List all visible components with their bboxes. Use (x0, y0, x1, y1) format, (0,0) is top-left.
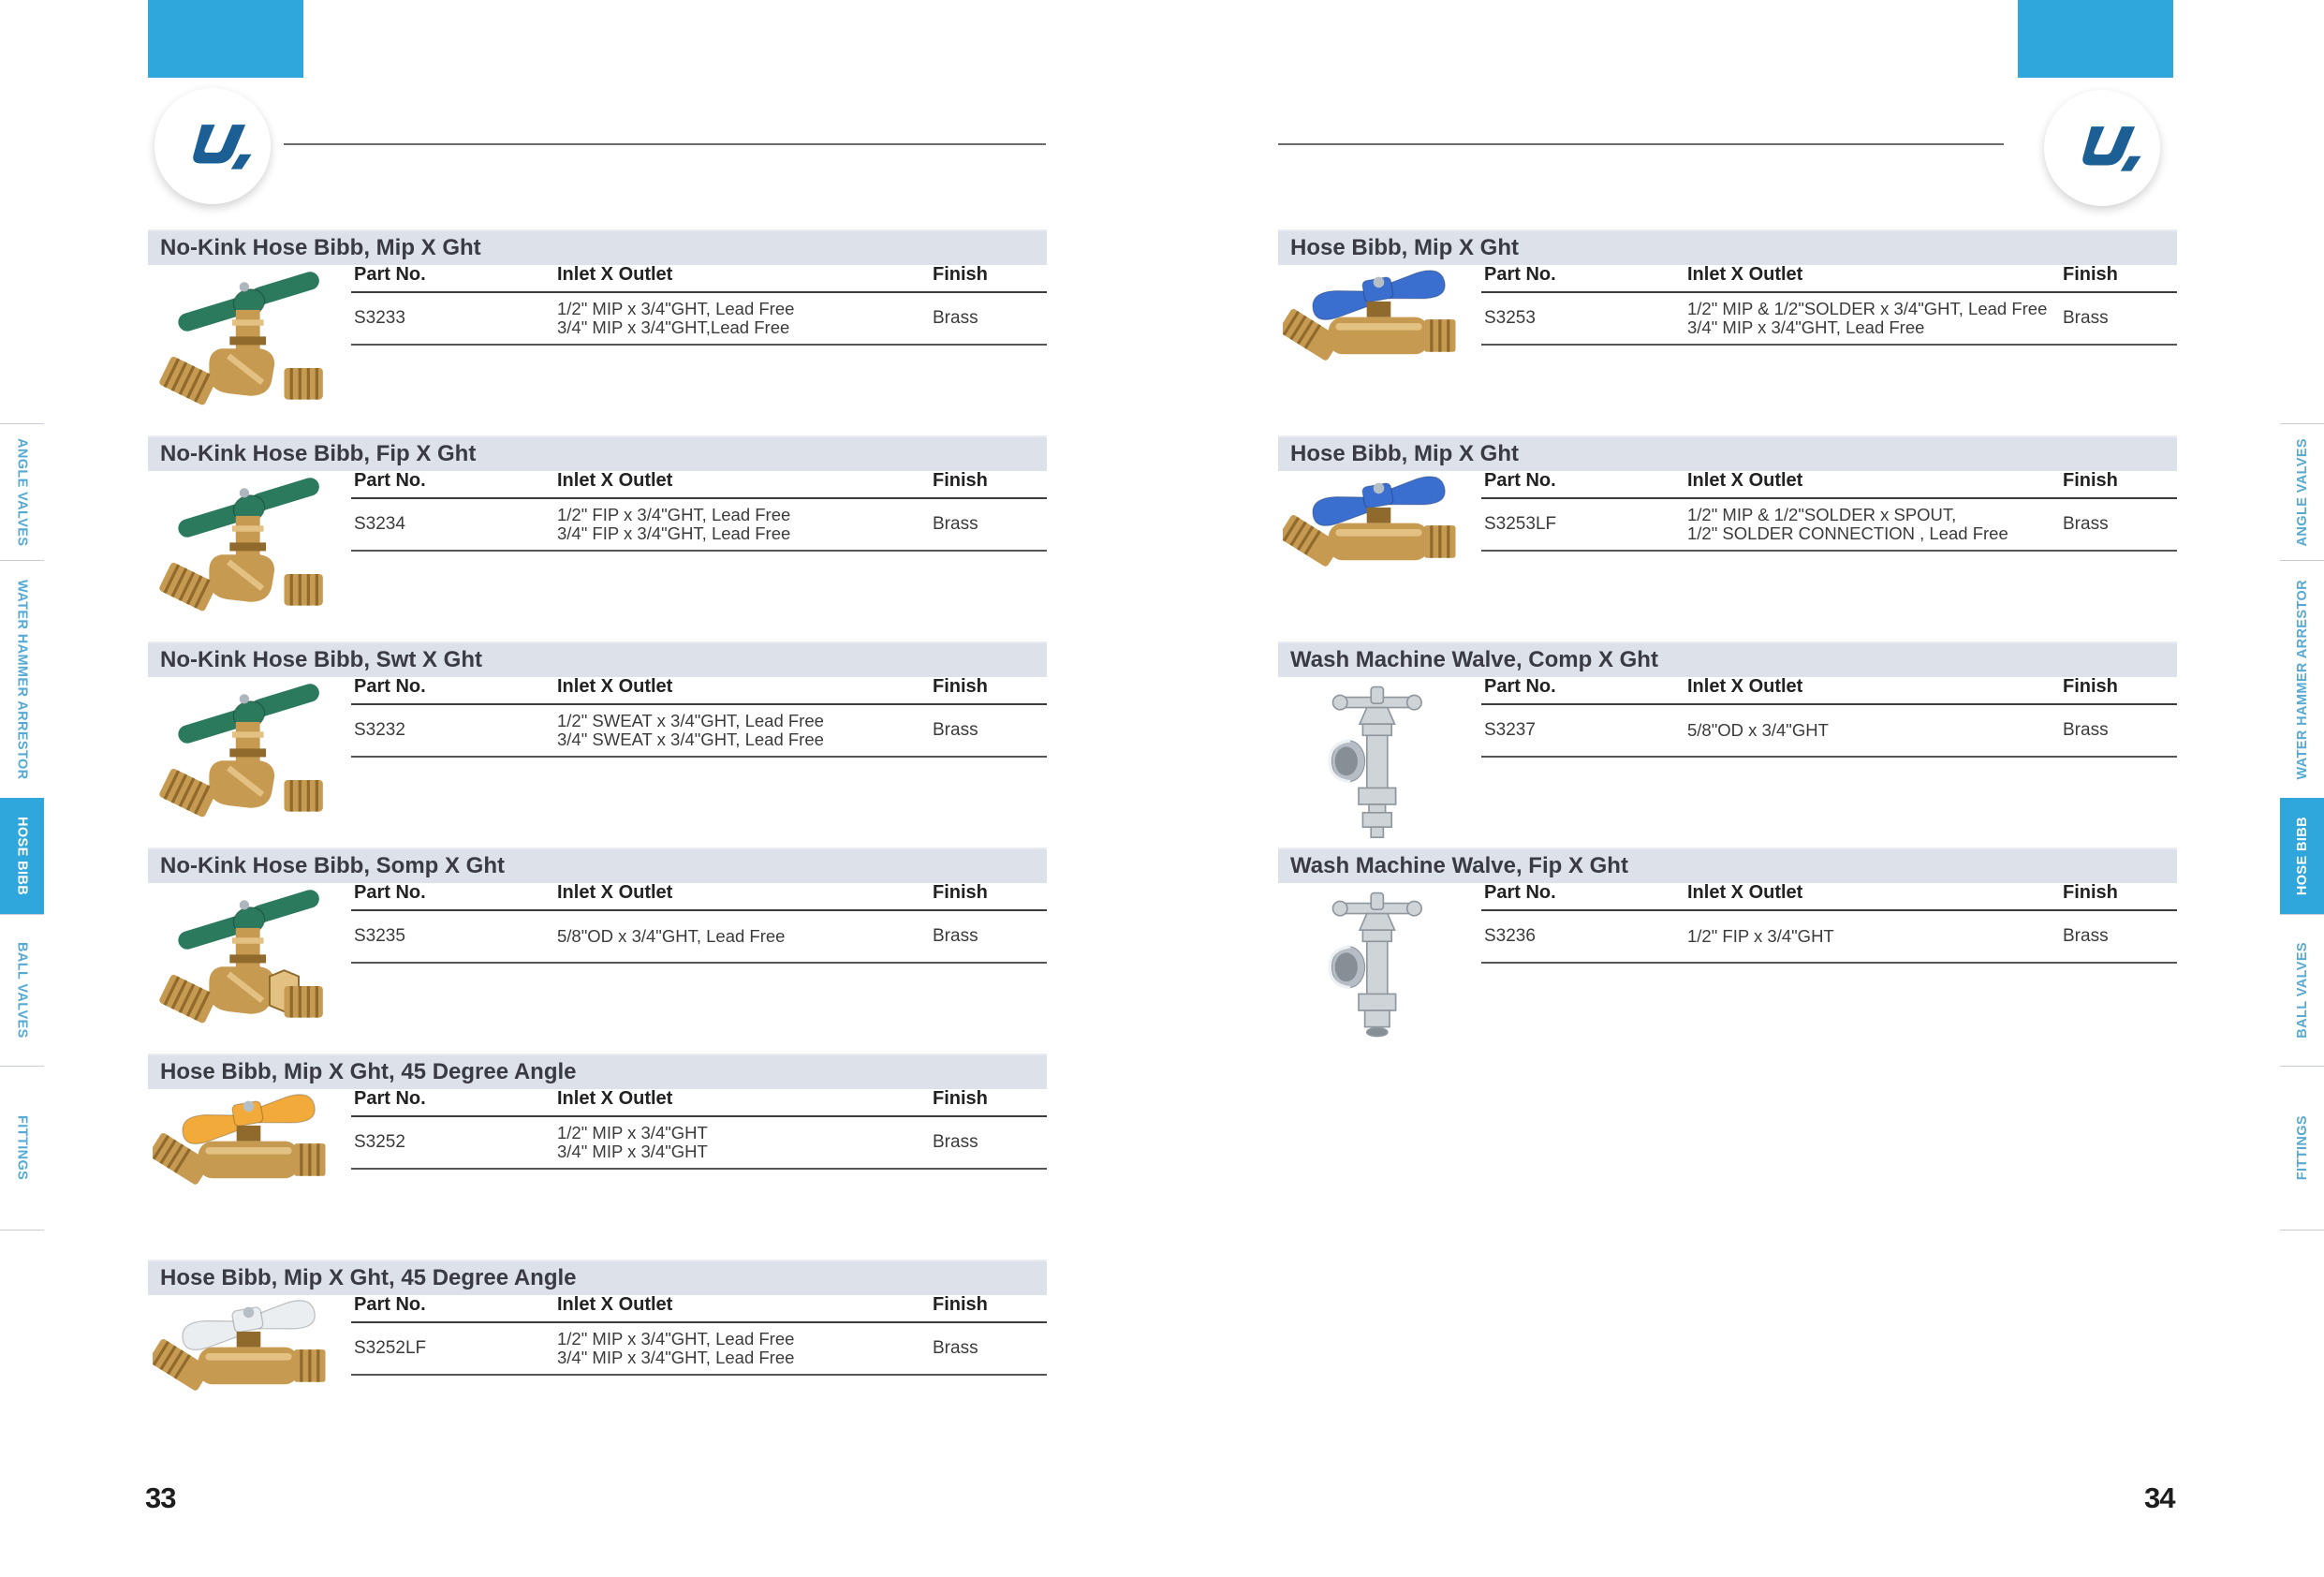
col-part-no: Part No. (354, 882, 426, 903)
sidebar-tab-label: HOSE BIBB (2294, 817, 2310, 896)
table-header-row (351, 677, 1047, 705)
part-no: S3236 (1484, 926, 1536, 946)
finish: Brass (933, 308, 978, 328)
inlet-outlet-line: 1/2" SWEAT x 3/4"GHT, Lead Free (557, 711, 824, 730)
section-title-bar (1278, 435, 2177, 471)
product-table (351, 1295, 1047, 1376)
sidebar-tab-label: WATER HAMMER ARRESTOR (2294, 579, 2310, 780)
table-header-row (351, 265, 1047, 293)
product-image (1278, 887, 1479, 1055)
part-no: S3252LF (354, 1338, 427, 1358)
table-row (351, 911, 1047, 964)
inlet-outlet-line: 5/8"OD x 3/4"GHT, Lead Free (557, 926, 786, 946)
inlet-outlet-line: 3/4" FIP x 3/4"GHT, Lead Free (557, 523, 791, 543)
col-finish: Finish (933, 676, 988, 697)
product-table (1481, 677, 2177, 758)
sidebar-tab-label: ANGLE VALVES (14, 437, 30, 547)
section-title: Hose Bibb, Mip X Ght, 45 Degree Angle (160, 1265, 577, 1290)
product-image (1278, 269, 1479, 437)
product-image (148, 681, 349, 849)
section-title-bar (148, 229, 1047, 265)
product-image (148, 1093, 349, 1261)
sidebar-tab-label: ANGLE VALVES (2294, 437, 2310, 547)
table-header-row (1481, 677, 2177, 705)
inlet-outlet-line: 1/2" FIP x 3/4"GHT, Lead Free (557, 505, 791, 524)
section-title: No-Kink Hose Bibb, Swt X Ght (160, 647, 483, 672)
product-table (1481, 471, 2177, 552)
table-row (1481, 705, 2177, 758)
inlet-outlet-line: 3/4" MIP x 3/4"GHT, Lead Free (1687, 317, 1925, 337)
col-part-no: Part No. (354, 264, 426, 285)
product-section (148, 847, 1047, 1052)
col-finish: Finish (933, 264, 988, 285)
col-part-no: Part No. (354, 676, 426, 697)
brand-logo (154, 88, 271, 204)
wash-machine-valve-comp-icon (1317, 681, 1441, 846)
header-rule (1278, 143, 2004, 145)
sidebar-tab-label: FITTINGS (2294, 1115, 2310, 1181)
sidebar-tab-label: WATER HAMMER ARRESTOR (14, 579, 30, 780)
table-header-row (1481, 471, 2177, 499)
finish: Brass (2063, 308, 2109, 328)
section-title: No-Kink Hose Bibb, Somp X Ght (160, 853, 506, 878)
col-part-no: Part No. (354, 470, 426, 491)
inlet-outlet-line: 3/4" MIP x 3/4"GHT (557, 1142, 708, 1161)
col-finish: Finish (933, 1088, 988, 1109)
inlet-outlet (557, 1330, 918, 1367)
header-rule (284, 143, 1046, 145)
product-table (351, 1089, 1047, 1170)
col-inlet-outlet: Inlet X Outlet (557, 1088, 673, 1109)
part-no: S3237 (1484, 720, 1536, 740)
page-number: 34 (2144, 1481, 2175, 1514)
col-part-no: Part No. (354, 1088, 426, 1109)
col-finish: Finish (933, 470, 988, 491)
col-part-no: Part No. (1484, 264, 1556, 285)
table-row (1481, 499, 2177, 552)
product-section (1278, 229, 2177, 434)
header-band (2018, 0, 2173, 78)
col-inlet-outlet: Inlet X Outlet (557, 264, 673, 285)
hose-bibb-no-kink-icon (155, 269, 343, 426)
table-row (1481, 911, 2177, 964)
col-finish: Finish (2063, 470, 2118, 491)
hose-bibb-no-kink-icon (155, 475, 343, 632)
uj-logo-icon (2061, 107, 2143, 189)
col-inlet-outlet: Inlet X Outlet (557, 882, 673, 903)
part-no: S3233 (354, 308, 405, 328)
section-title: Hose Bibb, Mip X Ght (1290, 441, 1519, 466)
hose-bibb-ball-icon (153, 1299, 345, 1437)
section-title-bar (148, 1260, 1047, 1295)
hose-bibb-ball-icon (1283, 475, 1475, 613)
product-section (1278, 847, 2177, 1052)
product-image (148, 1299, 349, 1467)
section-title-bar (1278, 641, 2177, 677)
table-header-row (1481, 883, 2177, 911)
section-title-bar (148, 641, 1047, 677)
product-table (351, 265, 1047, 346)
col-finish: Finish (2063, 264, 2118, 285)
section-title: Wash Machine Walve, Comp X Ght (1290, 647, 1658, 672)
table-row (351, 705, 1047, 758)
product-section (148, 1054, 1047, 1258)
inlet-outlet (1687, 300, 2048, 337)
section-title-bar (148, 847, 1047, 883)
sidebar-tab-label: BALL VALVES (14, 942, 30, 1039)
col-inlet-outlet: Inlet X Outlet (1687, 470, 1803, 491)
product-section (1278, 641, 2177, 846)
sidebar-tab-label: BALL VALVES (2294, 942, 2310, 1039)
part-no: S3235 (354, 926, 405, 946)
sidebar-tab-label: HOSE BIBB (14, 817, 30, 896)
finish: Brass (933, 720, 978, 740)
page-right (1162, 0, 2324, 1577)
table-header-row (351, 1295, 1047, 1323)
finish: Brass (933, 926, 978, 946)
finish: Brass (2063, 926, 2109, 946)
table-header-row (1481, 265, 2177, 293)
inlet-outlet (557, 506, 918, 543)
section-title-bar (148, 435, 1047, 471)
section-title-bar (1278, 847, 2177, 883)
section-title: Hose Bibb, Mip X Ght, 45 Degree Angle (160, 1059, 577, 1084)
section-title-bar (148, 1054, 1047, 1089)
inlet-outlet-line: 5/8"OD x 3/4"GHT (1687, 720, 1829, 740)
finish: Brass (2063, 514, 2109, 534)
part-no: S3234 (354, 514, 405, 534)
header-band (148, 0, 303, 78)
product-image (1278, 681, 1479, 849)
inlet-outlet (557, 712, 918, 749)
finish: Brass (933, 1132, 978, 1152)
col-inlet-outlet: Inlet X Outlet (1687, 676, 1803, 697)
part-no: S3252 (354, 1132, 405, 1152)
product-table (351, 677, 1047, 758)
inlet-outlet (557, 300, 918, 337)
product-section (148, 1260, 1047, 1464)
finish: Brass (933, 1338, 978, 1358)
section-title: Hose Bibb, Mip X Ght (1290, 235, 1519, 260)
brand-logo (2044, 90, 2160, 206)
product-table (351, 471, 1047, 552)
part-no: S3253 (1484, 308, 1536, 328)
table-row (351, 1117, 1047, 1170)
inlet-outlet (557, 927, 918, 946)
uj-logo-icon (171, 105, 254, 187)
col-finish: Finish (2063, 882, 2118, 903)
table-row (1481, 293, 2177, 346)
inlet-outlet-line: 3/4" SWEAT x 3/4"GHT, Lead Free (557, 730, 824, 749)
page-number: 33 (145, 1481, 176, 1514)
inlet-outlet (557, 1124, 918, 1161)
col-finish: Finish (2063, 676, 2118, 697)
col-part-no: Part No. (1484, 882, 1556, 903)
product-table (1481, 265, 2177, 346)
inlet-outlet (1687, 721, 2048, 740)
col-inlet-outlet: Inlet X Outlet (557, 676, 673, 697)
hose-bibb-ball-icon (153, 1093, 345, 1231)
col-finish: Finish (933, 882, 988, 903)
col-part-no: Part No. (354, 1294, 426, 1315)
col-part-no: Part No. (1484, 470, 1556, 491)
wash-machine-valve-fip-icon (1317, 887, 1441, 1052)
inlet-outlet-line: 3/4" MIP x 3/4"GHT,Lead Free (557, 317, 790, 337)
product-image (148, 475, 349, 643)
product-table (1481, 883, 2177, 964)
product-section (148, 435, 1047, 640)
hose-bibb-ball-icon (1283, 269, 1475, 407)
col-part-no: Part No. (1484, 676, 1556, 697)
product-section (148, 641, 1047, 846)
section-title-bar (1278, 229, 2177, 265)
product-section (1278, 435, 2177, 640)
inlet-outlet (1687, 927, 2048, 946)
finish: Brass (2063, 720, 2109, 740)
hose-bibb-no-kink-somp-icon (155, 887, 343, 1044)
inlet-outlet-line: 1/2" MIP & 1/2"SOLDER x SPOUT, (1687, 505, 1957, 524)
col-inlet-outlet: Inlet X Outlet (557, 470, 673, 491)
hose-bibb-no-kink-icon (155, 681, 343, 838)
inlet-outlet-line: 1/2" MIP x 3/4"GHT (557, 1123, 708, 1142)
table-row (351, 1323, 1047, 1376)
product-table (351, 883, 1047, 964)
inlet-outlet-line: 1/2" MIP x 3/4"GHT, Lead Free (557, 1329, 795, 1349)
inlet-outlet-line: 3/4" MIP x 3/4"GHT, Lead Free (557, 1348, 795, 1367)
product-section (148, 229, 1047, 434)
table-row (351, 293, 1047, 346)
inlet-outlet-line: 1/2" MIP x 3/4"GHT, Lead Free (557, 299, 795, 318)
table-header-row (351, 883, 1047, 911)
col-inlet-outlet: Inlet X Outlet (557, 1294, 673, 1315)
product-image (148, 269, 349, 437)
table-header-row (351, 1089, 1047, 1117)
product-image (148, 887, 349, 1055)
col-inlet-outlet: Inlet X Outlet (1687, 882, 1803, 903)
section-title: No-Kink Hose Bibb, Mip X Ght (160, 235, 481, 260)
col-finish: Finish (933, 1294, 988, 1315)
section-title: Wash Machine Walve, Fip X Ght (1290, 853, 1628, 878)
inlet-outlet (1687, 506, 2048, 543)
table-header-row (351, 471, 1047, 499)
col-inlet-outlet: Inlet X Outlet (1687, 264, 1803, 285)
sidebar-tab-label: FITTINGS (14, 1115, 30, 1181)
part-no: S3232 (354, 720, 405, 740)
inlet-outlet-line: 1/2" SOLDER CONNECTION , Lead Free (1687, 523, 2008, 543)
section-title: No-Kink Hose Bibb, Fip X Ght (160, 441, 477, 466)
inlet-outlet-line: 1/2" MIP & 1/2"SOLDER x 3/4"GHT, Lead Free (1687, 299, 2048, 318)
product-image (1278, 475, 1479, 643)
table-row (351, 499, 1047, 552)
inlet-outlet-line: 1/2" FIP x 3/4"GHT (1687, 926, 1834, 946)
part-no: S3253LF (1484, 514, 1557, 534)
finish: Brass (933, 514, 978, 534)
